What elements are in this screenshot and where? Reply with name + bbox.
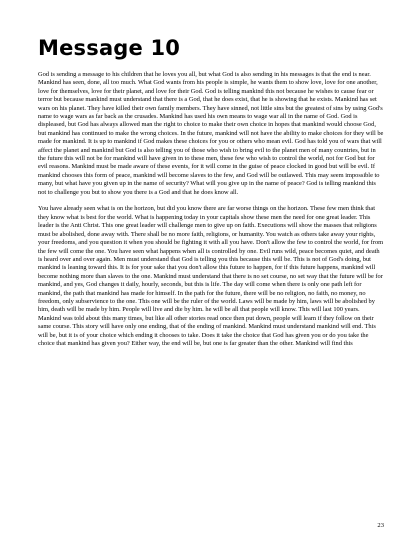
paragraph-1: God is sending a message to his children that he loves you all, but what God is also sending in his messages is that the end is near. Mankind has seen, done, all too much. What God wants from his people is simple, he wants them to show love, love for one another, love for themselves, love for their planet, and love for their God. God is telling mankind this not because he wishes to cause fear or terror but because mankind must understand that there is a God, that he does exist, that he is showing that he exists. Mankind has set wars on his planet. They have killed their own family members. They have sinned, not little sins but the greatest of sins by using God's name to wage wars as far back as the crusades. Mankind has used his own means to wage war all in the name of God. God is displeased, but God has always allowed man the right to choice to make their own choice in hopes that mankind would choose God, but mankind has continued to make the wrong choices. In the future, mankind will not have the ability to make choices for they will be made for mankind. It is up to mankind if God makes these choices for you or others who mean evil. God has told you of wars that will affect the planet and mankind but God is also telling you of those who wish to bring evil to the planet men of many countries, but in the future this will not be for mankind will have given in to these men, these few who wish to control the world, not for God but for evil reasons. Mankind must be made aware of these events, for it will come in the guise of peace clocked in good but will be evil. If mankind chooses this form of peace, mankind will become slaves to the few, and God will be outlawed. This may seem impossible to many, but what have you given up in the name of security? What will you give up in the name of peace? God is telling mankind this not to challenge you but to show you there is a God and that he does know all. [38, 71, 384, 196]
page-title: Message 10 [38, 36, 181, 60]
page-number: 23 [377, 522, 384, 529]
body-text [38, 71, 384, 357]
paragraph-2: You have already seen what is on the horizon, but did you know there are far worse things on the horizon. These few men think that they know what is best for the world. What is happening today in your capitals show these men the need for one great leader. This leader is the Anti Christ. This one great leader will challenge men to give up on faith. Executions will show the masses that religions must be abolished, done away with. There shall be no more faith, religions, or humanity. You watch as others take away your rights, your freedoms, and you question it when you should be fighting it with all you have. Don't allow the few to control the world, for from the few will come the one. You have seen what happens when all is controlled by one. Evil runs wild, peace becomes quiet, and death is heard over and over again. Men must understand that God is telling you this because this will be. This is not of God's doing, but mankind is leaning toward this. It is for your sake that you don't allow this future to happen, for if this future happens, mankind will become nothing more than slaves to the one. Mankind must understand that there is no set course, no set way that the future will be for mankind, and yes, God changes it daily, hourly, seconds, but this is life. The day will come when there is only one path left for mankind, the path that mankind has made for himself. In the path for the future, there will be no religion, no faith, no money, no freedom, only subservience to the one. This one will be the ruler of the world. Laws will be made by him, laws will be abolished by him, death will be made by him. People will live and die by him. he will be all that people will know. This will last 100 years. Mankind was told about this many times, but like all other stories read once then put down, people will learn if they follow on their same course. This story will have only one ending, that of the ending of mankind. Mankind must understand mankind will end. This will be, but it is of your choice which ending it chooses to take. Does it take the choice that God has given you or do you take the choice that mankind has given you? Either way, the end will be, but one is far greater than the other. Mankind will find this [38, 205, 384, 347]
